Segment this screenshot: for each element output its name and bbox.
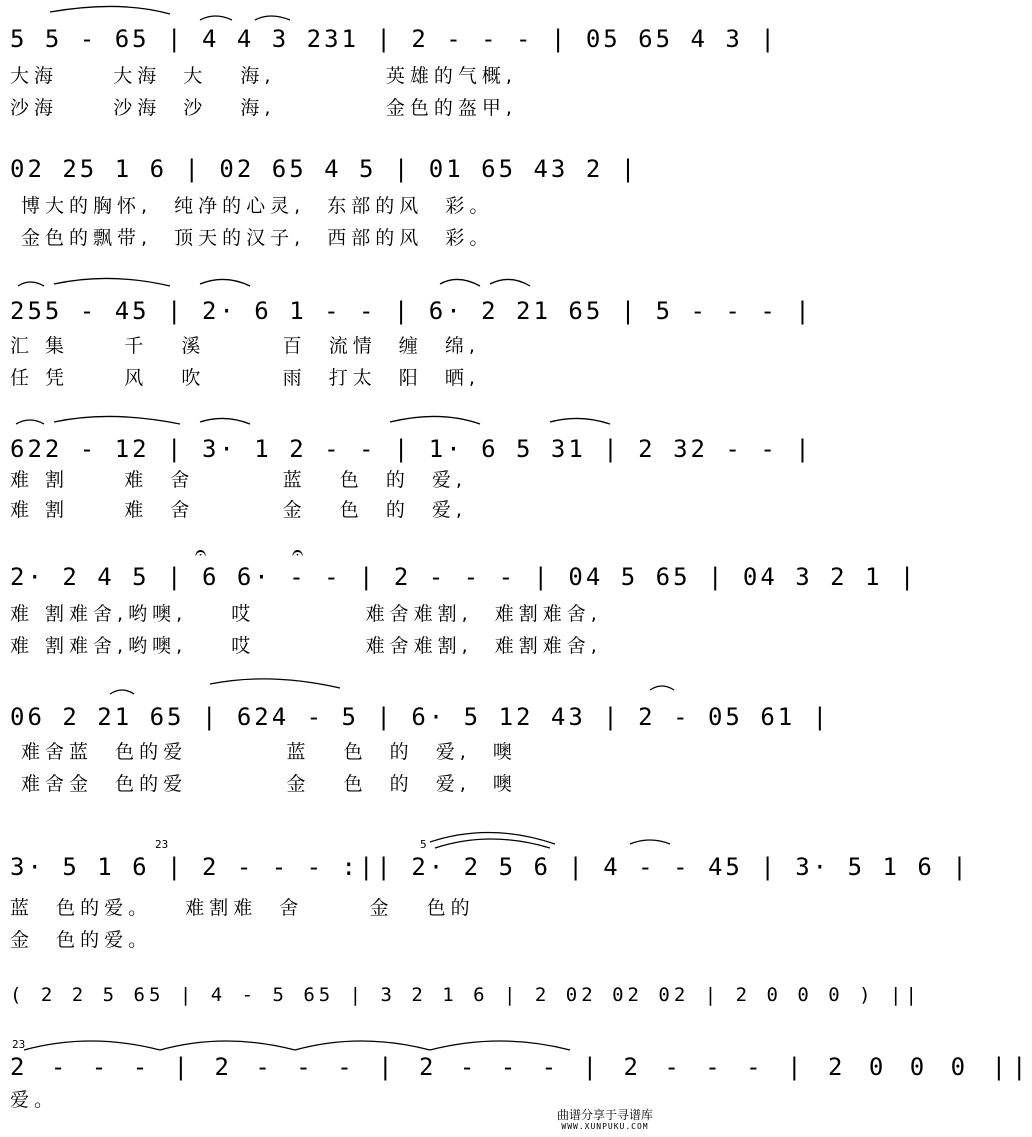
grace-note: 5 [420, 838, 427, 851]
lyrics-verse-1: 爱。 [10, 1089, 59, 1111]
notation-row: 3· 5 1 6 | 2 - - - :|| 2· 2 5 6 | 4 - - 45 | 3· 5 1 6 | [10, 853, 970, 881]
score-line-1 [10, 0, 778, 130]
notation-row: 02 25 1 6 | 02 65 4 5 | 01 65 43 2 | [10, 155, 639, 183]
score-line-6 [10, 670, 831, 810]
lyrics-verse-2: 难 割 难 舍 金 色 的 爱, [10, 499, 467, 521]
score-line-7 [10, 820, 970, 970]
lyrics-verse-1: 难舍蓝 色的爱 蓝 色 的 爱, 噢 [10, 741, 517, 763]
lyrics-verse-1: 汇 集 千 溪 百 流情 缠 绵, [10, 335, 480, 357]
score-line-5 [10, 540, 918, 660]
grace-note: 23 [155, 838, 169, 851]
lyrics-verse-2: 沙海 沙海 沙 海, 金色的盔甲, [10, 97, 517, 119]
notation-row: 06 2 21 65 | 624 - 5 | 6· 5 12 43 | 2 - 05 61 | [10, 703, 831, 731]
lyrics-verse-2: 金色的飘带, 顶天的汉子, 西部的风 彩。 [10, 227, 494, 249]
notation-row: 2· 2 4 5 | 6 6· - - | 2 - - - | 04 5 65 | 04 3 2 1 | [10, 563, 918, 591]
lyrics-verse-1: 博大的胸怀, 纯净的心灵, 东部的风 彩。 [10, 195, 494, 217]
lyrics-verse-1: 蓝 色的爱。 难割难 舍 金 色的 [10, 897, 475, 919]
lyrics-verse-1: 难 割 难 舍 蓝 色 的 爱, [10, 469, 467, 491]
notation-row: 622 - 12 | 3· 1 2 - - | 1· 6 5 31 | 2 32 - - | [10, 435, 813, 463]
lyrics-verse-1: 难 割难舍,哟噢, 哎 难舍难割, 难割难舍, [10, 603, 602, 625]
watermark-brand: 曲谱分享于寻谱库 [556, 1108, 653, 1122]
score-line-9-ending [10, 1028, 1032, 1111]
grace-note: 23 [12, 1038, 26, 1051]
lyrics-verse-2: 难 割难舍,哟噢, 哎 难舍难割, 难割难舍, [10, 635, 602, 657]
lyrics-verse-2: 任 凭 风 吹 雨 打太 阳 晒, [10, 367, 480, 389]
notation-row: ( 2 2 5 65 | 4 - 5 65 | 3 2 1 6 | 2 02 02 02 | 2 0 0 0 ) || [10, 984, 921, 1006]
score-line-2 [10, 140, 694, 260]
score-line-3 [10, 270, 813, 400]
fermata-icon: 𝄐 [195, 540, 207, 564]
notation-row: 2 - - - | 2 - - - | 2 - - - | 2 - - - | 2 0 0 0 || [10, 1053, 1032, 1081]
score-line-8-instrumental [10, 972, 921, 1022]
score-line-4 [10, 410, 813, 530]
notation-row: 255 - 45 | 2· 6 1 - - | 6· 2 21 65 | 5 - - - | [10, 297, 813, 325]
fermata-icon: 𝄐 [292, 540, 304, 564]
lyrics-verse-1: 大海 大海 大 海, 英雄的气概, [10, 65, 517, 87]
lyrics-verse-2: 金 色的爱。 [10, 929, 153, 951]
watermark-url: WWW.XUNPUKU.COM [561, 1122, 649, 1131]
notation-row: 5 5 - 65 | 4 4 3 231 | 2 - - - | 05 65 4 3 | [10, 25, 778, 53]
site-watermark [515, 1108, 695, 1132]
lyrics-verse-2: 难舍金 色的爱 金 色 的 爱, 噢 [10, 773, 517, 795]
